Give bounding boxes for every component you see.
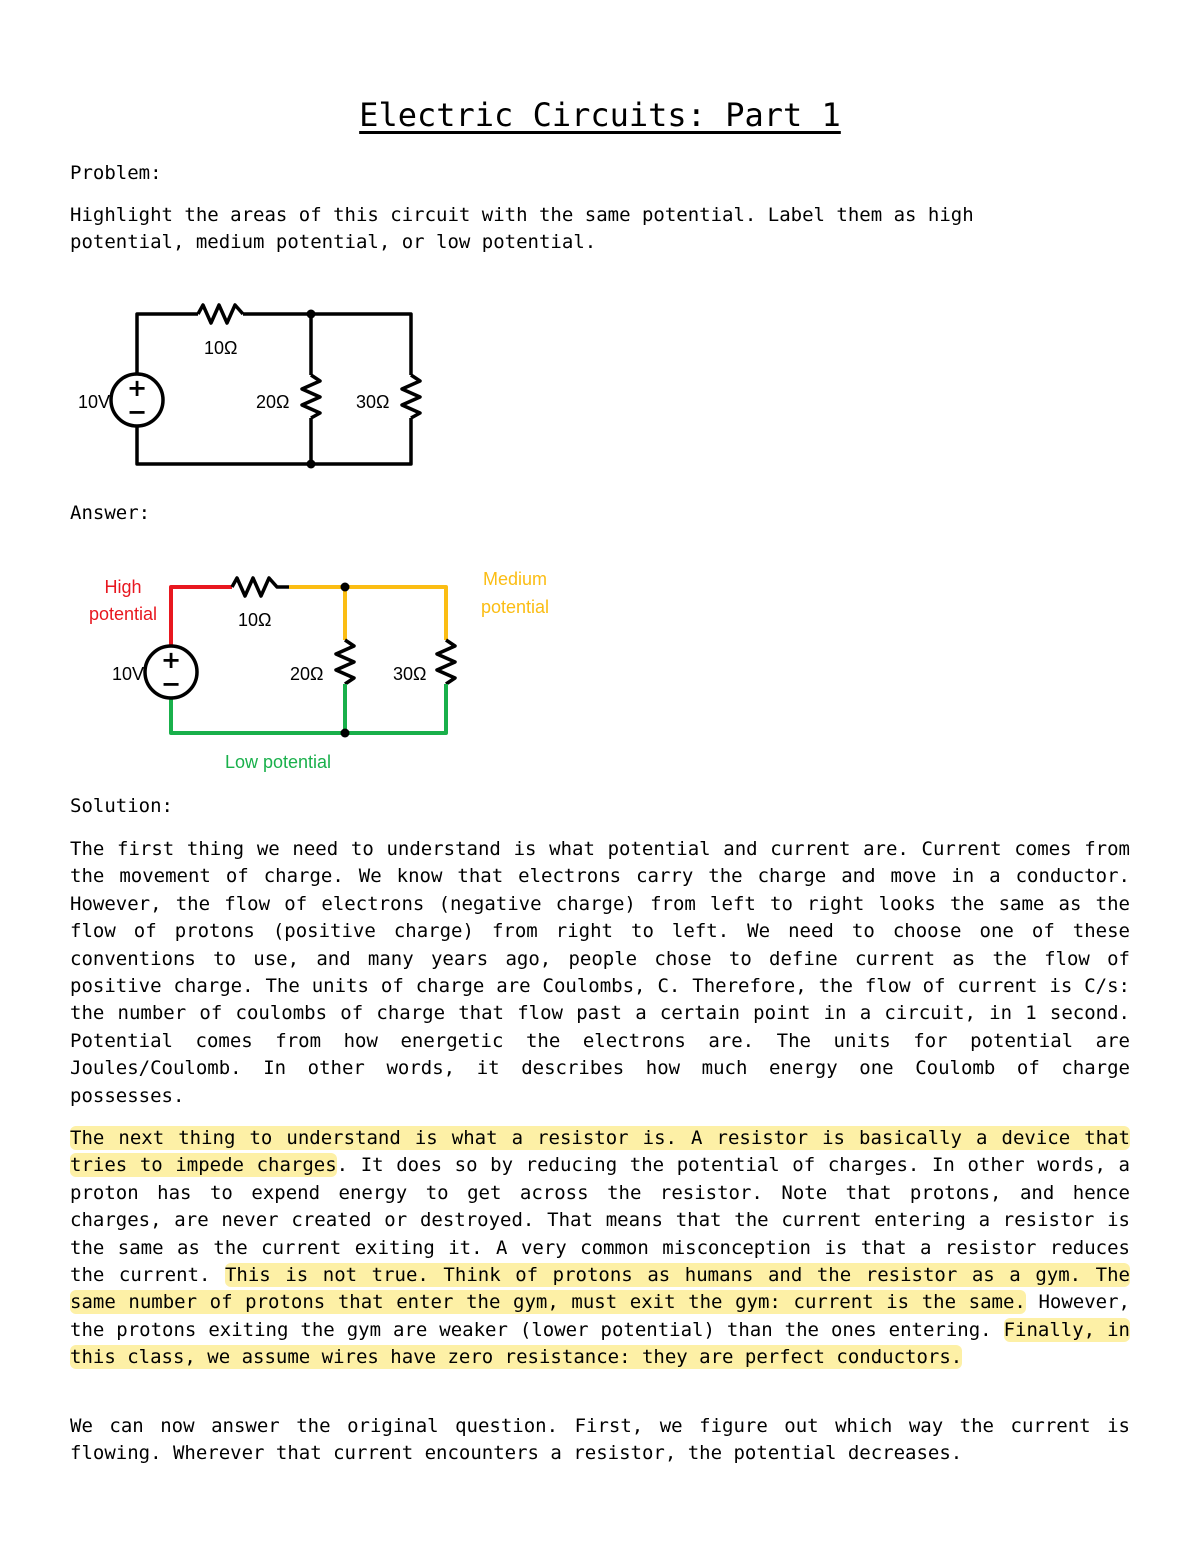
minus-sign: − bbox=[126, 398, 148, 426]
highlight-gym-analogy: This is not true. Think of protons as humans and the resistor as a gym. The same number of protons that enter the gym, must exit the gym: current is the same. bbox=[70, 1264, 1130, 1314]
highlight-resistor-definition: The next thing to understand is what a resistor is. A resistor is basically a device that tries to impede charges bbox=[70, 1127, 1130, 1177]
highlight-zero-resistance: Finally, in this class, we assume wires have zero resistance: they are perfect conductors. bbox=[70, 1318, 1130, 1369]
plus-sign: + bbox=[160, 646, 182, 674]
paragraph-2-text-a: . It does so by reducing the potential of charges. In other words, a proton has to expend energy to get across the resistor. Note that protons, and hence charges, are never created or destroyed. That means that the current entering a resistor is the same as the current exiting it. A very common misconception is that a resistor reduces the current. bbox=[70, 1154, 1130, 1287]
low-potential-wire bbox=[171, 684, 446, 733]
resistor-20-zigzag bbox=[336, 640, 354, 684]
colored-wires bbox=[145, 578, 455, 733]
solution-paragraph-1: The first thing we need to understand is what potential and current are. Current comes from the movement of charge. We know that electrons carry the charge and move in a conductor. However, the flow of electrons (negative charge) from left to right looks the same as the flow of protons (positive charge) from right to left. We need to choose one of these conventions to use, and many years ago, people chose to define current as the flow of positive charge. The units of charge are Coulombs, C. Therefore, the flow of current is C/s: the number of coulombs of charge that flow past a certain point in a circuit, in 1 second. Potential comes from how energetic the electrons are. The units for potential are Joules/Coulomb. In other words, it describes how much energy one Coulomb of charge possesses. bbox=[70, 838, 1130, 1107]
resistor-30-zigzag bbox=[437, 640, 455, 684]
minus-sign: − bbox=[160, 670, 182, 698]
r1-label: 10Ω bbox=[238, 610, 272, 630]
high-potential-label-line1: High bbox=[104, 577, 142, 597]
medium-potential-label-line1: Medium bbox=[482, 569, 548, 589]
low-potential-label: Low potential bbox=[224, 752, 332, 772]
problem-label: Problem: bbox=[70, 162, 162, 184]
resistor-10-zigzag bbox=[232, 578, 289, 596]
high-potential-label-line2: potential bbox=[88, 604, 158, 624]
r2-label: 20Ω bbox=[256, 392, 290, 412]
r3-label: 30Ω bbox=[393, 664, 427, 684]
solution-paragraph-2 bbox=[70, 1125, 1130, 1372]
source-label: 10V bbox=[78, 392, 111, 412]
node-dot-bottom bbox=[341, 729, 350, 738]
paragraph-2-text-b: However, the protons exiting the gym are weaker (lower potential) than the ones entering. bbox=[70, 1291, 1131, 1341]
answer-label: Answer: bbox=[70, 502, 151, 524]
high-potential-wire bbox=[171, 587, 232, 646]
source-label: 10V bbox=[112, 664, 145, 684]
problem-text: Highlight the areas of this circuit with the same potential. Label them as high potential, medium potential, or low potential. bbox=[70, 204, 974, 254]
medium-potential-label-line2: potential bbox=[480, 597, 550, 617]
medium-potential-wire-right bbox=[289, 587, 446, 640]
r3-label: 30Ω bbox=[356, 392, 390, 412]
r2-label: 20Ω bbox=[290, 664, 324, 684]
page-title: Electric Circuits: Part 1 bbox=[359, 96, 841, 134]
solution-label: Solution: bbox=[70, 795, 173, 817]
solution-paragraph-3: We can now answer the original question. First, we figure out which way the current is flowing. Wherever that current encounters a resistor, the potential decreases. bbox=[70, 1415, 1130, 1465]
r1-label: 10Ω bbox=[204, 338, 238, 358]
plus-sign: + bbox=[126, 374, 148, 402]
node-dot-top bbox=[341, 583, 350, 592]
